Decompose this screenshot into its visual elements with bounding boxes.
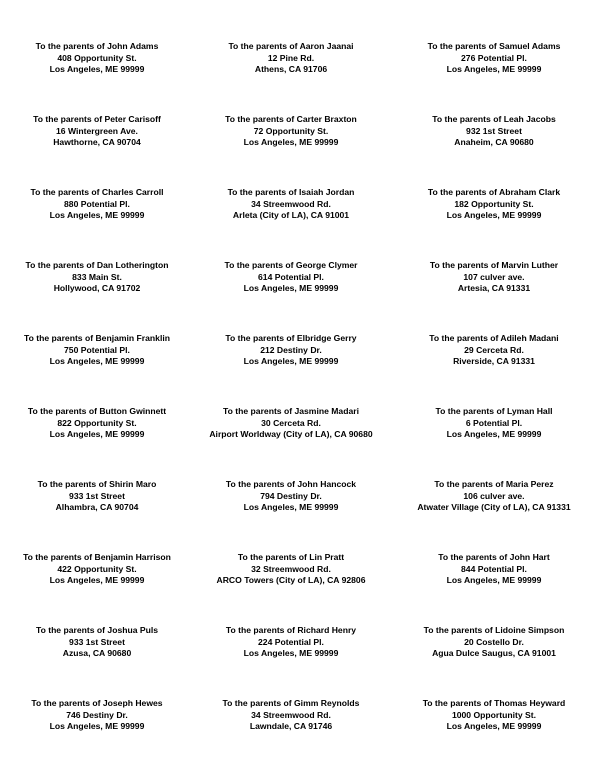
label-recipient: To the parents of Joseph Hewes <box>31 698 163 708</box>
label-recipient: To the parents of Peter Carisoff <box>33 114 161 124</box>
label-city-state-zip: Los Angeles, ME 99999 <box>243 137 339 148</box>
label-city-state-zip: ARCO Towers (City of LA), CA 92806 <box>216 575 366 586</box>
label-street: 276 Potential Pl. <box>461 52 527 63</box>
label-street: 422 Opportunity St. <box>57 563 137 574</box>
label-recipient: To the parents of Dan Lotherington <box>25 260 169 270</box>
mailing-label <box>388 406 600 479</box>
label-street: 106 culver ave. <box>463 490 525 501</box>
label-street: 34 Streemwood Rd. <box>251 709 331 720</box>
label-recipient: To the parents of Samuel Adams <box>427 41 561 51</box>
label-recipient: To the parents of Adileh Madani <box>429 333 559 343</box>
mailing-label <box>388 333 600 406</box>
label-street: 20 Costello Dr. <box>464 636 524 647</box>
mailing-label <box>388 479 600 552</box>
label-recipient: To the parents of Elbridge Gerry <box>225 333 357 343</box>
label-city-state-zip: Riverside, CA 91331 <box>453 356 535 367</box>
mailing-label <box>194 406 388 479</box>
label-city-state-zip: Los Angeles, ME 99999 <box>446 210 542 221</box>
label-city-state-zip: Agua Dulce Saugus, CA 91001 <box>432 648 556 659</box>
label-city-state-zip: Lawndale, CA 91746 <box>249 721 333 732</box>
mailing-label <box>0 698 194 771</box>
label-city-state-zip: Hawthorne, CA 90704 <box>53 137 141 148</box>
label-street: 182 Opportunity St. <box>454 198 534 209</box>
label-city-state-zip: Los Angeles, ME 99999 <box>446 721 542 732</box>
label-city-state-zip: Los Angeles, ME 99999 <box>243 283 339 294</box>
label-recipient: To the parents of Isaiah Jordan <box>227 187 355 197</box>
label-street: 212 Destiny Dr. <box>260 344 322 355</box>
label-recipient: To the parents of Charles Carroll <box>30 187 164 197</box>
label-recipient: To the parents of Lin Pratt <box>237 552 345 562</box>
label-street: 822 Opportunity St. <box>57 417 137 428</box>
label-recipient: To the parents of Marvin Luther <box>429 260 559 270</box>
label-city-state-zip: Los Angeles, ME 99999 <box>446 429 542 440</box>
mailing-label <box>194 260 388 333</box>
mailing-label <box>388 114 600 187</box>
label-recipient: To the parents of Gimm Reynolds <box>222 698 360 708</box>
label-street: 29 Cerceta Rd. <box>464 344 524 355</box>
label-street: 1000 Opportunity St. <box>451 709 537 720</box>
label-recipient: To the parents of Richard Henry <box>225 625 357 635</box>
label-recipient: To the parents of Joshua Puls <box>35 625 159 635</box>
mailing-label <box>194 114 388 187</box>
label-recipient: To the parents of Benjamin Franklin <box>24 333 170 343</box>
mailing-label <box>194 479 388 552</box>
label-recipient: To the parents of Shirin Maro <box>37 479 157 489</box>
label-recipient: To the parents of Jasmine Madari <box>223 406 359 416</box>
label-city-state-zip: Los Angeles, ME 99999 <box>243 502 339 513</box>
mailing-label <box>388 625 600 698</box>
label-street: 794 Destiny Dr. <box>260 490 322 501</box>
label-city-state-zip: Airport Worldway (City of LA), CA 90680 <box>209 429 373 440</box>
label-street: 6 Potential Pl. <box>465 417 523 428</box>
label-city-state-zip: Los Angeles, ME 99999 <box>243 648 339 659</box>
label-recipient: To the parents of Maria Perez <box>434 479 554 489</box>
label-city-state-zip: Anaheim, CA 90680 <box>454 137 534 148</box>
label-city-state-zip: Los Angeles, ME 99999 <box>446 64 542 75</box>
label-recipient: To the parents of John Adams <box>35 41 159 51</box>
label-street: 746 Destiny Dr. <box>66 709 128 720</box>
mailing-label <box>388 187 600 260</box>
label-recipient: To the parents of Button Gwinnett <box>27 406 167 416</box>
label-street: 750 Potential Pl. <box>64 344 130 355</box>
mailing-label <box>194 552 388 625</box>
mailing-label <box>0 187 194 260</box>
label-city-state-zip: Los Angeles, ME 99999 <box>49 210 145 221</box>
label-recipient: To the parents of Carter Braxton <box>225 114 357 124</box>
label-street: 30 Cerceta Rd. <box>261 417 321 428</box>
label-city-state-zip: Los Angeles, ME 99999 <box>49 429 145 440</box>
mailing-label <box>0 114 194 187</box>
mailing-label <box>388 552 600 625</box>
mailing-label <box>0 625 194 698</box>
label-city-state-zip: Los Angeles, ME 99999 <box>49 721 145 732</box>
label-recipient: To the parents of Lyman Hall <box>435 406 553 416</box>
label-street: 880 Potential Pl. <box>64 198 130 209</box>
label-recipient: To the parents of John Hart <box>438 552 550 562</box>
label-street: 833 Main St. <box>72 271 122 282</box>
label-city-state-zip: Los Angeles, ME 99999 <box>49 356 145 367</box>
label-street: 107 culver ave. <box>463 271 525 282</box>
label-city-state-zip: Athens, CA 91706 <box>254 64 328 75</box>
label-street: 72 Opportunity St. <box>253 125 329 136</box>
label-grid <box>0 41 600 771</box>
label-street: 34 Streemwood Rd. <box>251 198 331 209</box>
mailing-label <box>388 698 600 771</box>
label-street: 16 Wintergreen Ave. <box>56 125 138 136</box>
label-city-state-zip: Los Angeles, ME 99999 <box>243 356 339 367</box>
mailing-label <box>0 333 194 406</box>
label-street: 932 1st Street <box>466 125 522 136</box>
label-city-state-zip: Los Angeles, ME 99999 <box>49 64 145 75</box>
label-recipient: To the parents of John Hancock <box>225 479 357 489</box>
mailing-label <box>0 479 194 552</box>
mailing-label <box>194 698 388 771</box>
label-street: 614 Potential Pl. <box>258 271 324 282</box>
label-city-state-zip: Alhambra, CA 90704 <box>55 502 139 513</box>
mailing-label <box>194 333 388 406</box>
label-street: 12 Pine Rd. <box>267 52 315 63</box>
label-street: 933 1st Street <box>69 490 125 501</box>
mailing-label <box>0 552 194 625</box>
label-recipient: To the parents of Aaron Jaanai <box>228 41 354 51</box>
label-city-state-zip: Artesia, CA 91331 <box>457 283 531 294</box>
label-recipient: To the parents of George Clymer <box>224 260 358 270</box>
label-street: 224 Potential Pl. <box>258 636 324 647</box>
label-city-state-zip: Arleta (City of LA), CA 91001 <box>232 210 350 221</box>
mailing-label <box>388 260 600 333</box>
label-street: 32 Streemwood Rd. <box>251 563 331 574</box>
label-street: 408 Opportunity St. <box>57 52 137 63</box>
label-recipient: To the parents of Benjamin Harrison <box>23 552 171 562</box>
label-street: 933 1st Street <box>69 636 125 647</box>
mailing-label <box>194 187 388 260</box>
label-city-state-zip: Los Angeles, ME 99999 <box>49 575 145 586</box>
label-city-state-zip: Azusa, CA 90680 <box>62 648 132 659</box>
label-street: 844 Potential Pl. <box>461 563 527 574</box>
mailing-label <box>0 41 194 114</box>
mailing-label <box>194 41 388 114</box>
label-recipient: To the parents of Thomas Heyward <box>422 698 566 708</box>
label-city-state-zip: Los Angeles, ME 99999 <box>446 575 542 586</box>
label-city-state-zip: Hollywood, CA 91702 <box>53 283 141 294</box>
mailing-label <box>194 625 388 698</box>
label-city-state-zip: Atwater Village (City of LA), CA 91331 <box>417 502 571 513</box>
label-recipient: To the parents of Leah Jacobs <box>432 114 556 124</box>
mailing-label <box>388 41 600 114</box>
label-recipient: To the parents of Abraham Clark <box>427 187 561 197</box>
mailing-label <box>0 260 194 333</box>
mailing-label <box>0 406 194 479</box>
label-recipient: To the parents of Lidoine Simpson <box>423 625 565 635</box>
